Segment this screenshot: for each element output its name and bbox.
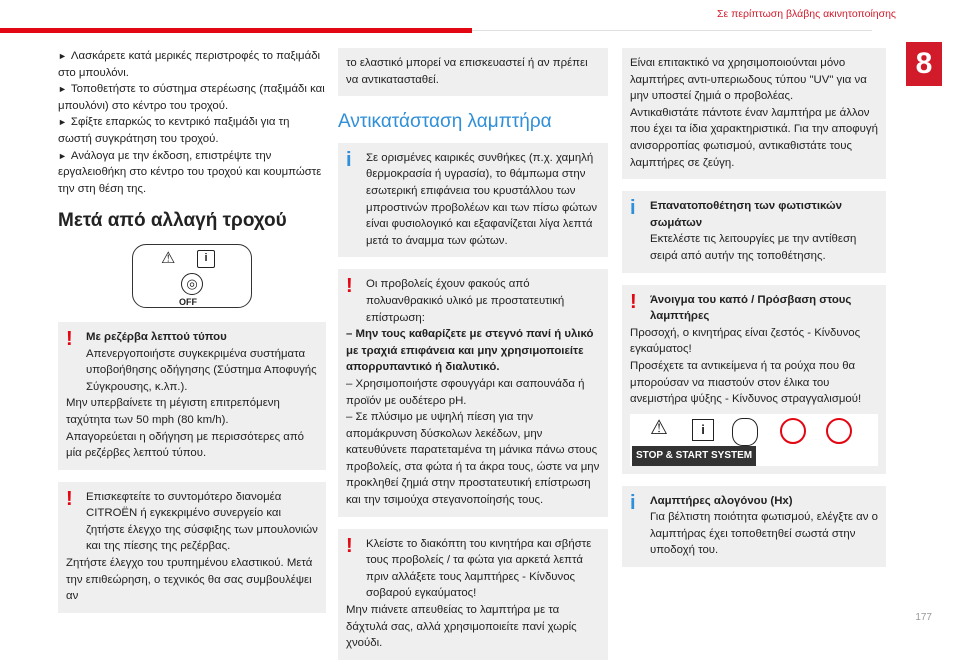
box-title: Επανατοποθέτηση των φωτιστικών σωμάτων <box>650 200 842 229</box>
warning-box-bonnet: ! Άνοιγμα του καπό / Πρόσβαση στους λαμπτήρες Προσοχή, ο κινητήρας είναι ζεστός - Κίνδυνος εγκαύματος! Προσέχετε τα αντικείμενα ή τα ρούχα που θα μπορούσαν να πιαστούν στον έλικα του ανεμιστήρα ψύξης - Κίνδυνος στραγγαλισμού! ⚠ i STOP & START SYSTEM <box>622 285 886 474</box>
dashboard-warning-illustration <box>132 244 252 308</box>
arrow-icon: ► <box>58 117 67 128</box>
warning-box-spare-wheel: ! Με ρεζέρβα λεπτού τύπου Απενεργοποιήστε συγκεκριμένα συστήματα υποβοήθησης οδήγησης (Σύστημα Αποφυγής Σύγκρουσης, κ.λπ.). Μην υπερβαίνετε τη μέγιστη επιτρεπόμενη ταχύτητα των 50 mph (80 km/h). Απαγορεύεται η οδήγηση με περισσότερες από μία ρεζέρβες λεπτού τύπου. <box>58 322 326 470</box>
stop-start-warning-label <box>630 414 878 466</box>
continued-box: το ελαστικό μπορεί να επισκευαστεί ή αν πρέπει να αντικατασταθεί. <box>338 48 608 96</box>
warning-exclamation-icon: ! <box>66 327 73 350</box>
manual-book-icon: i <box>692 419 714 441</box>
continued-box-uv: Είναι επιτακτικό να χρησιμοποιούνται μόνο λαμπτήρες αντι-υπεριωδους τύπου "UV" για να μην υποστεί ζημιά ο προβολέας. Αντικαθιστάτε πάντοτε έναν λαμπτήρα με άλλον που έχει τα ίδια χαρακτηριστικά. Για την αποφυγή ανισορροπίας φωτισμού, αντικαθιστάτε τους λαμπτήρες σε ζεύγη. <box>622 48 886 179</box>
box-title: Με ρεζέρβα λεπτού τύπου <box>86 330 227 343</box>
section-title: Σε περίπτωση βλάβης ακινητοποίησης <box>717 8 896 20</box>
page-number: 177 <box>915 612 932 623</box>
warning-box-dealer-check: ! Επισκεφτείτε το συντομότερο διανομέα CITROËN ή εγκεκριμένο συνεργείο και ζητήστε έλεγχο της σύσφιξης των μπουλονιών και της πίεσης της ρεζέρβας. Ζητήστε έλεγχο του τρυπημένου ελαστικού. Μετά την επιθεώρηση, ο τεχνικός θα σας συμβουλέψει αν <box>58 482 326 613</box>
info-icon: i <box>630 197 636 220</box>
info-box-condensation: i Σε ορισμένες καιρικές συνθήκες (π.χ. χαμηλή θερμοκρασία ή υγρασία), το θάμπωμα στην εσωτερική επιφάνεια του κρυστάλλου των μπροστινών προβολέων και των πίσω φώτων είναι φυσιολογικό και εξαφανίζεται λίγα λεπτά μετά το άναμμα των φώτων. <box>338 143 608 258</box>
arrow-icon: ► <box>58 84 67 95</box>
column-1 <box>58 48 326 625</box>
info-icon: i <box>630 491 636 514</box>
warning-exclamation-icon: ! <box>66 487 73 510</box>
info-icon: i <box>346 148 352 171</box>
warning-exclamation-icon: ! <box>346 534 353 557</box>
top-accent-bar <box>0 28 472 33</box>
warning-triangle-icon: ⚠ <box>650 416 668 439</box>
warning-exclamation-icon: ! <box>630 290 637 313</box>
manual-book-icon: i <box>197 250 215 268</box>
column-3 <box>622 48 886 579</box>
heading-bulb-replacement: Αντικατάσταση λαμπτήρα <box>338 111 552 133</box>
warning-exclamation-icon: ! <box>346 275 353 298</box>
list-item: ► Σφίξτε επαρκώς το κεντρικό παξιμάδι για τη σωστή συγκράτηση του τροχού. <box>58 116 290 145</box>
stop-start-label: STOP & START SYSTEM <box>632 446 756 467</box>
warning-box-lens-care: ! Οι προβολείς έχουν φακούς από πολυανθρακικό υλικό με προστατευτική επίστρωση: – Μην τους καθαρίζετε με στεγνό πανί ή υλικό με τραχιά επιφάνεια και μην χρησιμοποιείτε απορρυπαντικό ή διαλυτικό. – Χρησιμοποιήστε σφουγγάρι και σαπουνάδα ή προϊόν με ουδέτερο pH. – Σε πλύσιμο με υψηλή πίεση για την απομάκρυνση δύσκολων λεκέδων, μην κατευθύνετε παρατεταμένα τη μάνικα πάνω στους προβολείς, στα φώτα ή τα άκρα τους, ώστε να μην προκληθεί ζημιά στην προστατευτική επίστρωση και την τσιμούχα στεγανοποίησής τους. <box>338 269 608 516</box>
arrow-icon: ► <box>58 51 67 61</box>
no-touch-hot-icon <box>826 418 852 444</box>
heading-after-wheel-change: Μετά από αλλαγή τροχού <box>58 210 287 232</box>
info-box-refitting: i Επανατοποθέτηση των φωτιστικών σωμάτων Εκτελέστε τις λειτουργίες με την αντίθεση σειρά από αυτήν της τοποθέτησης. <box>622 191 886 272</box>
steps-list <box>58 48 326 197</box>
system-off-icon: ◎ <box>181 273 203 295</box>
list-item: ► Ανάλογα με την έκδοση, επιστρέψτε την εργαλειοθήκη στο κέντρο του τροχού και κουμπώστε την στη θέση της. <box>58 149 322 195</box>
box-title: Λαμπτήρες αλογόνου (Hx) <box>650 494 793 507</box>
no-hand-near-fan-icon <box>780 418 806 444</box>
column-2 <box>338 48 608 672</box>
fan-belt-icon <box>732 418 758 446</box>
off-label: OFF <box>179 296 197 307</box>
chapter-badge: 8 <box>906 42 942 86</box>
arrow-icon: ► <box>58 150 67 161</box>
box-title: Άνοιγμα του καπό / Πρόσβαση στους λαμπτήρες <box>650 293 852 323</box>
list-item: ► Λασκάρετε κατά μερικές περιστροφές το παξιμάδι στο μπουλόνι. <box>58 50 321 79</box>
info-box-halogen: i Λαμπτήρες αλογόνου (Hx) Για βέλτιστη ποιότητα φωτισμού, ελέγξτε αν ο λαμπτήρας έχει τοποθετηθεί σωστά στην υποδοχή του. <box>622 486 886 567</box>
list-item: ► Τοποθετήστε το σύστημα στερέωσης (παξιμάδι και μπουλόνι) στο κέντρο του τροχού. <box>58 83 325 112</box>
warning-box-burn: ! Κλείστε το διακόπτη του κινητήρα και σβήστε τους προβολείς / τα φώτα για αρκετά λεπτά πριν αλλάξετε τους λαμπτήρες - Κίνδυνος σοβαρού εγκαύματος! Μην πιάνετε απευθείας το λαμπτήρα με τα δάχτυλά σας, αλλά χρησιμοποιείτε πανί χωρίς χνούδι. <box>338 529 608 660</box>
top-divider <box>472 30 872 31</box>
warning-triangle-icon: ⚠ <box>161 249 176 267</box>
